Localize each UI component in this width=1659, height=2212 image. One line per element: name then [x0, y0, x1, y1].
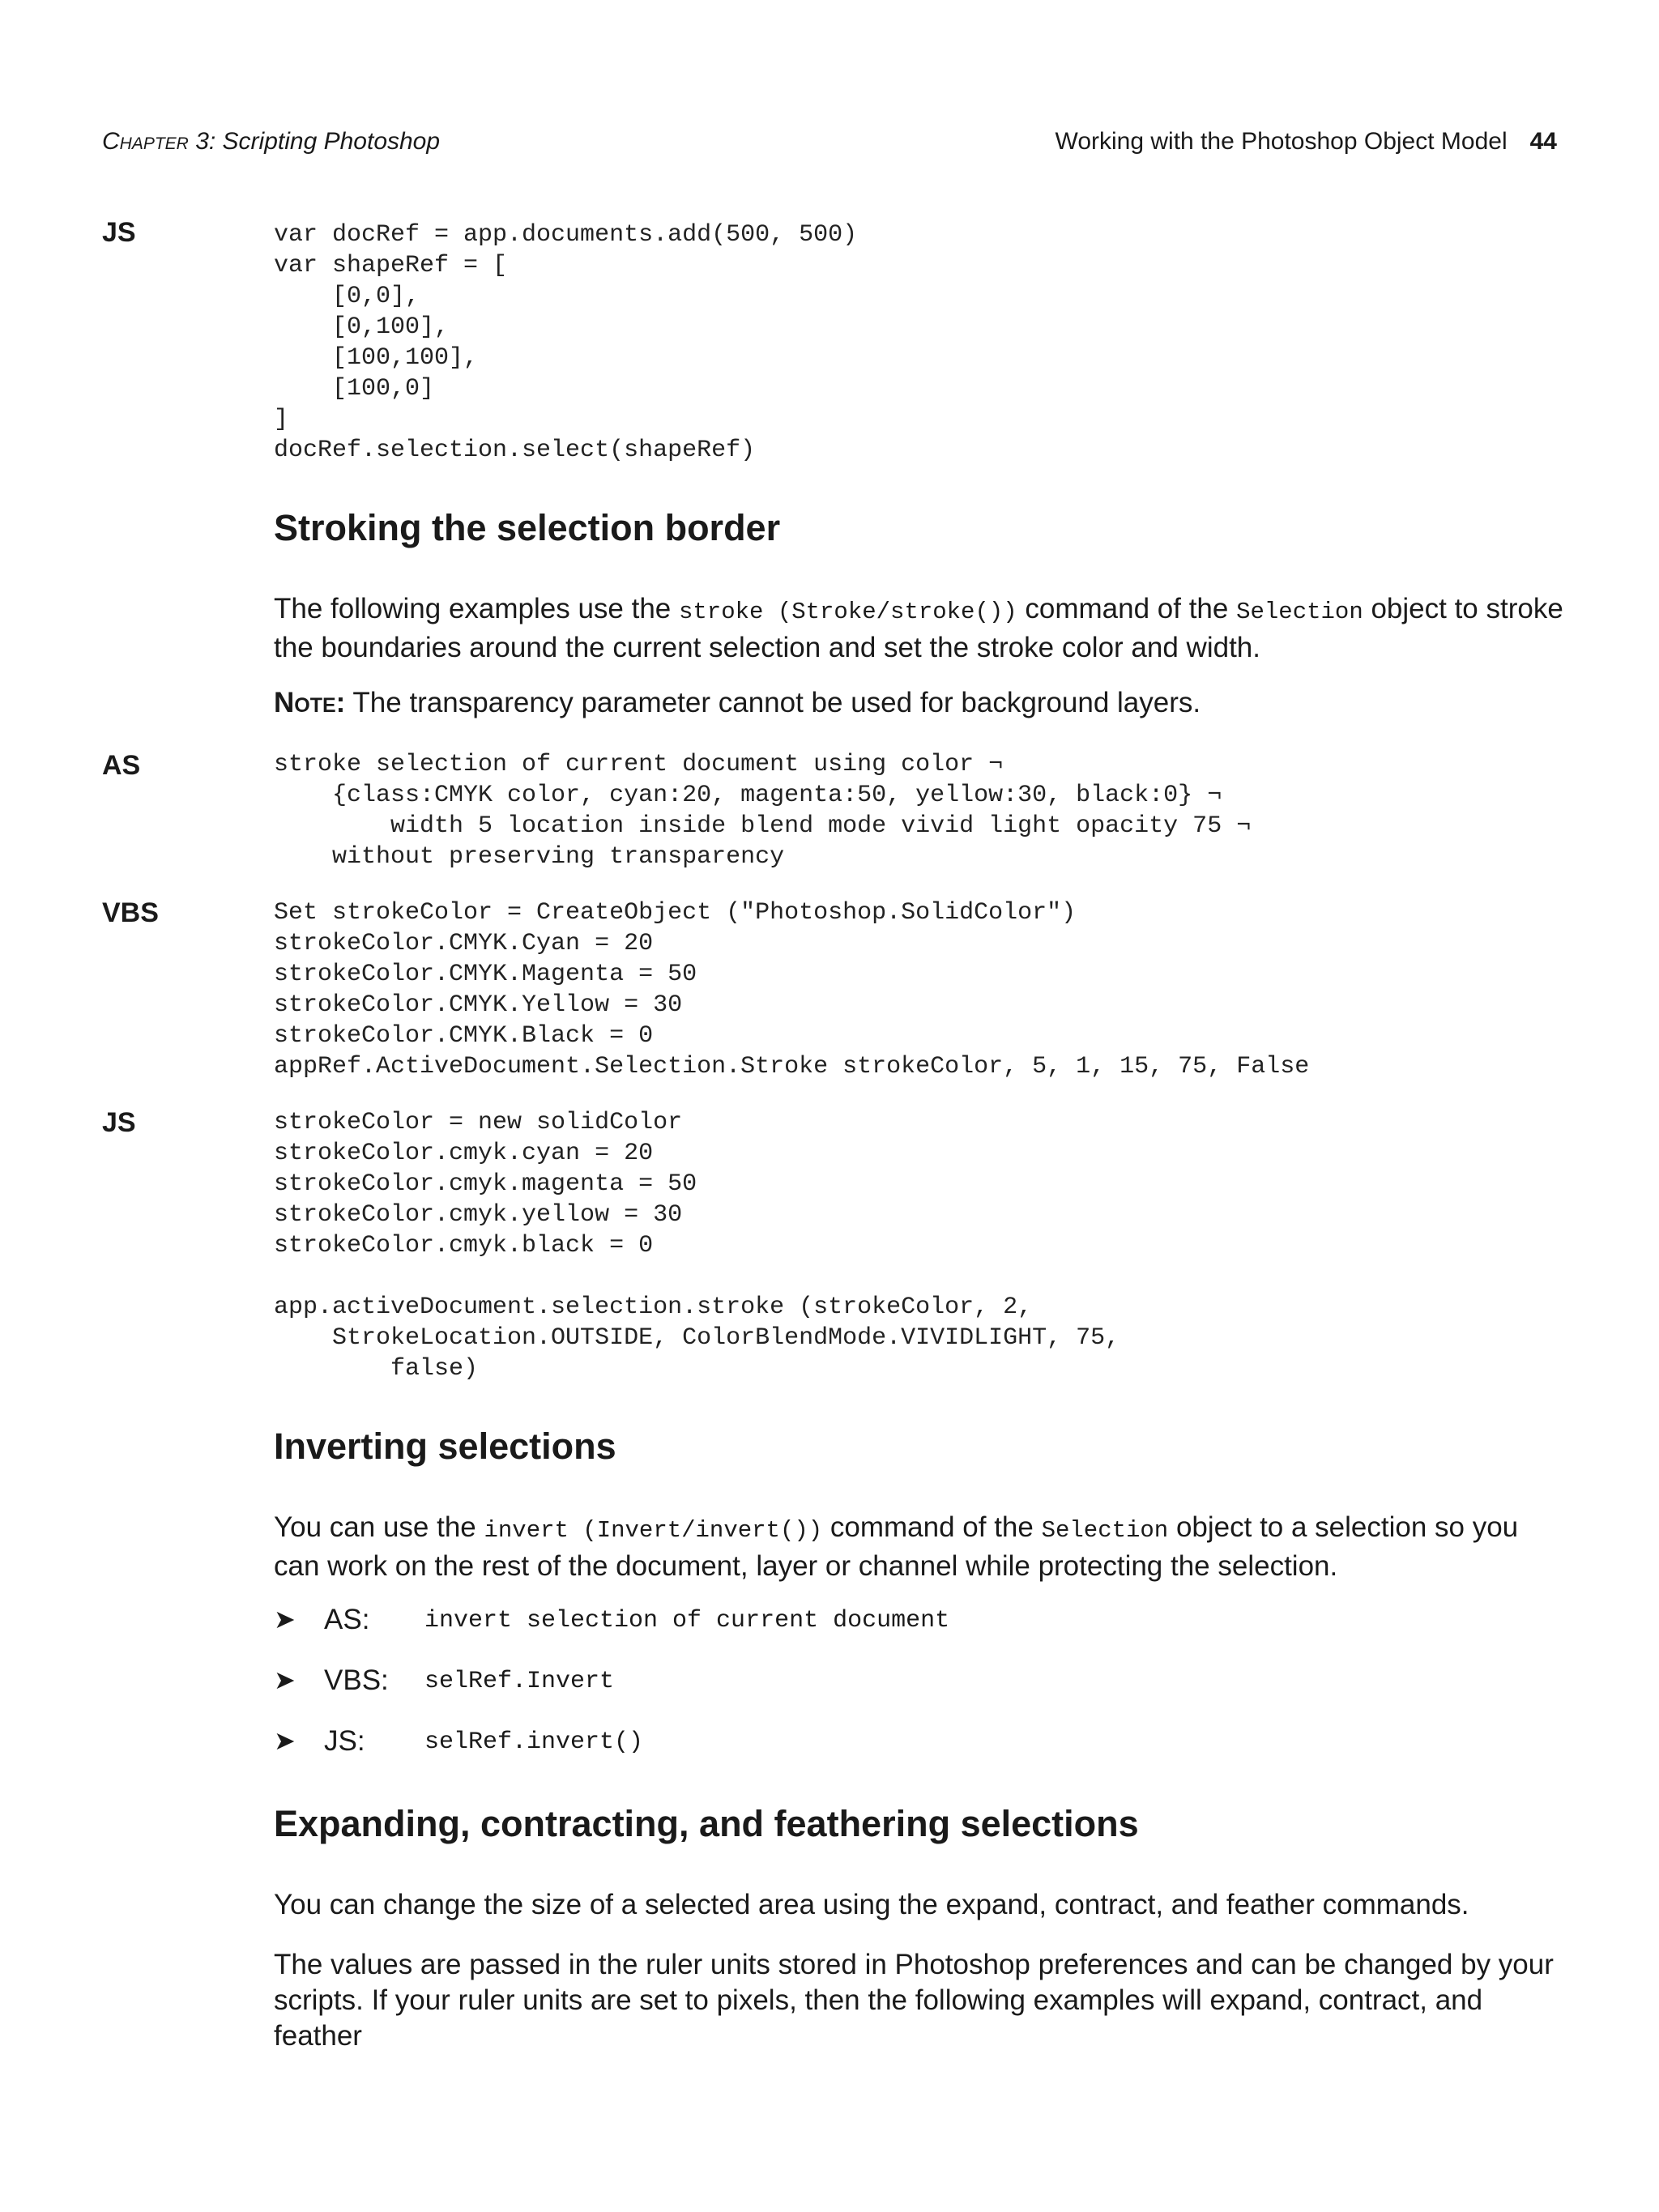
stroke-paragraph	[274, 591, 1570, 666]
bullet-label: JS:	[324, 1725, 365, 1757]
text-run: command of the	[1017, 593, 1237, 624]
note-label: Note:	[274, 687, 346, 718]
expand-paragraph-1: You can change the size of a selected area using the expand, contract, and feather commands.	[274, 1889, 1469, 1920]
note-paragraph	[274, 685, 1570, 721]
chapter-title	[102, 128, 440, 156]
bullet-label: VBS:	[324, 1664, 389, 1696]
code-inline: stroke (Stroke/stroke())	[679, 599, 1017, 625]
invert-paragraph	[274, 1510, 1570, 1584]
section-header	[1056, 128, 1557, 156]
text-run: command of the	[822, 1511, 1042, 1543]
js-label: JS	[102, 1107, 136, 1138]
arrow-bullet-icon: ➤	[274, 1665, 296, 1694]
code-inline: Selection	[1236, 599, 1363, 625]
text-run: object to a selection so you can work on the rest of the document, layer or channel while protecting the selection.	[274, 1511, 1519, 1582]
heading-inverting: Inverting selections	[274, 1426, 616, 1467]
chapter-word: Chapter	[102, 128, 189, 155]
running-header	[102, 128, 1557, 160]
code-inline: invert (Invert/invert())	[484, 1517, 823, 1544]
bullet-code: invert selection of current document	[424, 1607, 950, 1634]
expand-paragraph-2: The values are passed in the ruler units stored in Photoshop preferences and can be changed by your scripts. If your ruler units are set to pixels, then the following examples will expand, contract, and feather	[274, 1949, 1554, 2052]
js-label: JS	[102, 217, 136, 248]
arrow-bullet-icon: ➤	[274, 1726, 296, 1755]
chapter-rest: 3: Scripting Photoshop	[188, 128, 441, 155]
as-label: AS	[102, 750, 141, 781]
page-number: 44	[1529, 128, 1557, 155]
heading-stroking: Stroking the selection border	[274, 507, 781, 548]
code-inline: Selection	[1041, 1517, 1169, 1544]
bullet-code: selRef.Invert	[424, 1668, 615, 1695]
text-run: The following examples use the	[274, 593, 679, 624]
vbs-label: VBS	[102, 897, 159, 928]
section-title: Working with the Photoshop Object Model	[1055, 128, 1508, 155]
bullet-label: AS:	[324, 1604, 370, 1635]
vbs-code-block: Set strokeColor = CreateObject ("Photoshop.SolidColor") strokeColor.CMYK.Cyan = 20 strokeColor.CMYK.Magenta = 50 strokeColor.CMYK.Yellow = 30 strokeColor.CMYK.Black = 0 appRef.ActiveDocument.Selection.Stroke strokeColor, 5, 1, 15, 75, False	[274, 899, 1310, 1080]
js-code-block: var docRef = app.documents.add(500, 500) var shapeRef = [ [0,0], [0,100], [100,100], [100,0] ] docRef.selection.select(shapeRef)	[274, 221, 858, 464]
js-code-block: strokeColor = new solidColor strokeColor.cmyk.cyan = 20 strokeColor.cmyk.magenta = 50 strokeColor.cmyk.yellow = 30 strokeColor.cmyk.black = 0 app.activeDocument.selection.stroke (strokeColor, 2, StrokeLocation.OUTSIDE, ColorBlendMode.VIVIDLIGHT, 75, false)	[274, 1109, 1120, 1383]
as-code-block: stroke selection of current document using color ¬ {class:CMYK color, cyan:20, magenta:50, yellow:30, black:0} ¬ width 5 location inside blend mode vivid light opacity 75 ¬ without preserving transparency	[274, 751, 1252, 871]
text-run: object to stroke the boundaries around the current selection and set the stroke color and width.	[274, 593, 1563, 663]
heading-expanding: Expanding, contracting, and feathering selections	[274, 1803, 1139, 1844]
bullet-code: selRef.invert()	[424, 1728, 644, 1756]
note-text: The transparency parameter cannot be used for background layers.	[345, 687, 1201, 718]
arrow-bullet-icon: ➤	[274, 1605, 296, 1634]
text-run: You can use the	[274, 1511, 484, 1543]
